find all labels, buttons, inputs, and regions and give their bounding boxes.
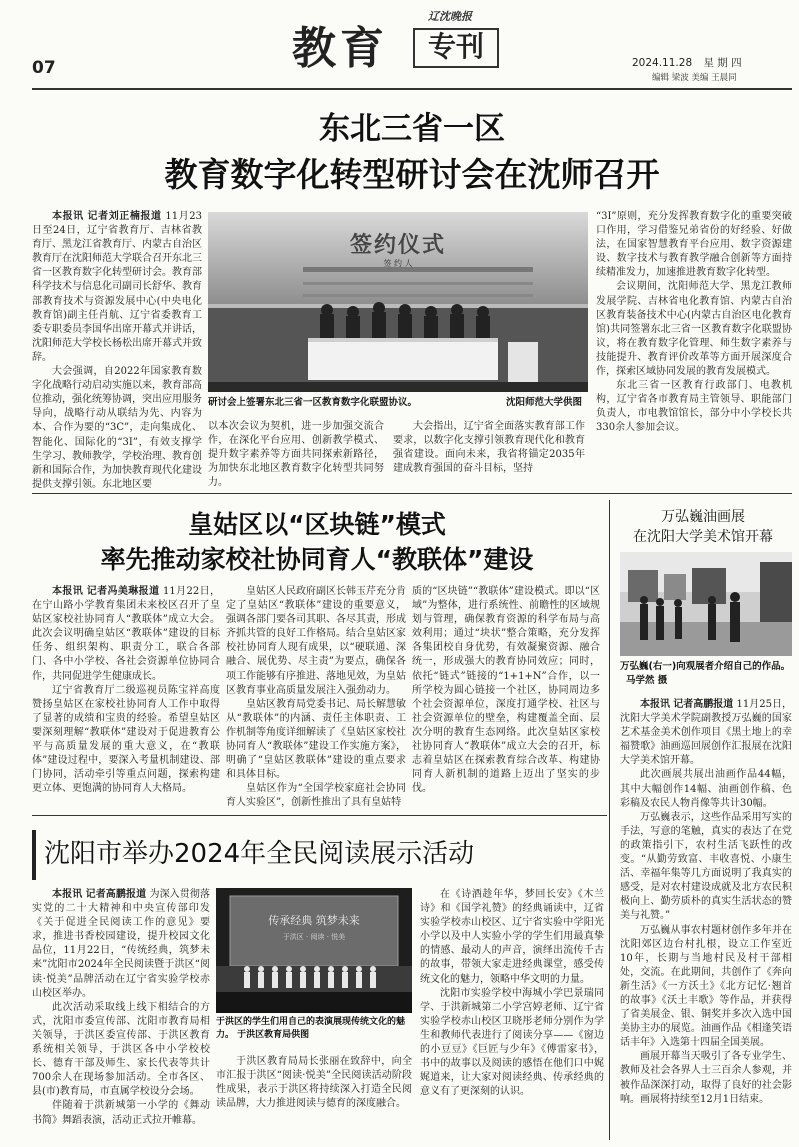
gallery-image [620,552,792,656]
story3-photo-credit: 于洪区教育局供图 [237,1030,310,1040]
story2-text-f: 质的“区块链”“教联体”建设模式。即以“区域”为整体，进行系统性、前瞻性的区域规划与管理，确保教育资源的科学布局与高效利用；通过“块状”整合策略，充分发挥各集团校自身优势，有效凝聚资源、融合统一，形成强大的教育协同效应；同时，依托“链式”链接的“1+1+N”合作，以一所学校为圆心链接一个社区，协同周边多个社会资源单位，深度打通学校、社区与社会资源单位的壁垒，构建覆盖全面、层次分明的教育生态网络。此次皇姑区家校社协同育人“教联体”成立大会的召开，标志着皇姑区在探索教育综合改革、构建协同育人新机制的道路上迈出了坚实的步伐。 [412,586,600,795]
story2-headline-2: 率先推动家校社协同育人“教联体”建设 [100,545,534,574]
story3-text-c: 伴随着于洪新城第一小学的《舞动书简》舞蹈表演，活动正式拉开帷幕。 [32,1100,210,1126]
story1-col-3 [393,420,585,480]
story1-reporter: 记者刘正楠报道 [87,211,162,222]
story3-text-d: 于洪区教育局局长张丽在致辞中，向全市汇报于洪区“阅读·悦美”全民阅读活动阶段性成果，表示于洪区将持续深入打造全民阅读品牌，大力推进阅读与德育的深度融合。 [216,1056,412,1110]
story1-dateline: 本报讯 [52,211,84,222]
story4-photo-credit: 马学然 摄 [626,675,668,686]
story4-text-a: 11月25日，沈阳大学美术学院副教授万弘巍的国家艺术基金美术创作项目《黑土地上的幸福赞歌》油画巡回展创作汇报展在沈阳大学美术馆开幕。 [620,699,793,767]
masthead [0,0,799,90]
story4-headline-2: 在沈阳大学美术馆开幕 [633,529,773,545]
story1-text-d: 大会指出，辽宁省全面落实教育部工作要求，以数字化支撑引领教育现代化和教育强省建设。面向未来，我省将锚定2035年建成教育强国的奋斗目标，坚持 [393,421,585,475]
story3-text-b: 此次活动采取线上线下相结合的方式，沈阳市委宣传部、沈阳市教育局相关领导，于洪区委宣传部、于洪区教育系统相关领导，于洪区各中小学校校长、德育干部及师生、家长代表等共计700余人在现场参加活动。全市各区、县(市)教育局，市直属学校设分会场。 [32,1001,210,1098]
masthead-logo: 辽沈晚报 [428,10,472,23]
story1-text-e: “3I”原则，充分发挥教育数字化的重要突破口作用，学习借鉴兄弟省份的好经验、好做法，在国家智慧教育平台应用、数字资源建设、数字技术与教育教学融合创新等方面持续精准发力，加速推进教育数字化转型。 [596,211,792,279]
story4-headline-1: 万弘巍油画展 [661,509,745,525]
masthead-title-main: 教育 [292,23,388,74]
story3-headline: 沈阳市举办2024年全民阅读展示活动 [44,839,475,869]
story3-col-3 [420,888,604,1143]
story1-text-g: 东北三省一区教育行政部门、电教机构，辽宁省各市教育局主管领导、职能部门负责人，市电教馆馆长，部分中小学校长共330余人参加会议。 [596,380,792,434]
story2-dateline: 本报讯 [52,586,84,597]
story2-text-d: 皇姑区教育局党委书记、局长解慧敏从“教联体”的内涵、责任主体职责、工作机制等角度详细解读了《皇姑区家校社协同育人“教联体”建设工作实施方案》，明确了“皇姑区教联体”建设的重点要求和具体目标。 [226,698,406,781]
story3-reporter: 记者高鹏报道 [85,889,147,900]
date-value: 2024.11.28 [632,57,693,69]
story3-col-1 [32,888,210,1143]
story1-photo-credit: 沈阳师范大学供图 [505,397,582,408]
story2-text-c: 皇姑区人民政府副区长韩玉芹充分肯定了皇姑区“教联体”建设的重要意义，强调各部门要各司其职、各尽其责，形成齐抓共管的良好工作格局。结合皇姑区家校社协同育人现有成果，以“硬联通、深融合、展优势、尽主责”为要点，确保各项工作能够有序推进、落地见效，为皇姑区教育事业高质量发展注入强劲动力。 [226,586,406,696]
story2-text-b: 辽宁省教育厅二级巡视员陈宝祥高度赞扬皇姑区在家校社协同育人工作中取得了显著的成绩和宝贵的经验。希望皇姑区要深刻理解“教联体”建设对于促进教育公平与高质量发展的重大意义，在“教联体”建设过程中，要深入考量机制建设、部门协同，活动牵引等重点问题，探索构建更立体、更饱满的协同育人大格局。 [32,684,220,795]
story4-col [620,698,792,1143]
story3-text-a: 为深入贯彻落实党的二十大精神和中央宣传部印发《关于促进全民阅读工作的意见》要求，推进书香校园建设，提升校园文化品位，11月22日，“传统经典，筑梦未来”沈阳市2024年全民阅读暨于洪区“阅读·悦美”品牌活动在辽宁省实验学校赤山校区举办。 [32,889,210,999]
story4-photo [620,552,792,656]
story1-text-b: 大会强调，自2022年国家教育数字化战略行动启动实施以来，教育部高位推动，强化统筹协调，突出应用服务导向，战略行动从联结为先、内容为本、合作为要的“3C”，走向集成化、智能化、国际化的“3I”，有效支撑学生学习、教师教学，学校治理、教育创新和国际合作，为加快教育现代化建设提供支撑引领。东北地区要 [32,366,202,490]
reading-performance-image [216,888,412,1013]
story1-photo [208,212,588,392]
photo-banner-text: 签约仪式 [349,233,446,258]
story2-headline-1: 皇姑区以“区块链”模式 [188,510,446,539]
story2-bottom-rule [32,815,607,816]
story3-photo [216,888,412,1013]
story4-text-e: 画展开幕当天吸引了各专业学生、教师及社会各界人士三百余人参观，并被作品深深打动，取得了良好的社会影响。画展将持续至12月1日结束。 [620,1051,792,1105]
story4-separator [609,500,610,1140]
story2-text-e: 皇姑区作为“全国学校家庭社会协同育人实验区”，创新性推出了具有皇姑特 [226,783,406,809]
story1-text-c: 以本次会议为契机，进一步加强交流合作，在深化平台应用、创新教学模式、提升数字素养等方面共同探索新路径，为加快东北地区教育数字化转型共同努力。 [208,421,384,489]
story1-col-4 [596,210,792,485]
story4-reporter: 记者高鹏报道 [673,699,734,710]
stage-subtitle-text: 于洪区 · 阅读 · 悦美 [282,933,346,941]
story4-text-c: 万弘巍表示，这些作品采用写实的手法，写意的笔触，真实的表达了在党的政策指引下，农村生活飞跃性的改变。“从勤劳致富、丰收喜悦、小康生活、幸福年集等几方面说明了我真实的感受，是对农村建设成就及北方农民积极向上、勤劳质朴的真实生活状态的赞美与礼赞。” [620,811,792,922]
story1-headline-2: 教育数字化转型研讨会在沈师召开 [164,155,660,194]
story3-caption-text: 于洪区的学生们用自己的表演展现传统文化的魅力。 [216,1017,406,1040]
story2-col-3 [412,585,600,800]
story1-bottom-rule [32,493,607,494]
story2-text-a: 11月22日，在宁山路小学教育集团未来校区召开了皇姑区家校社协同育人“教联体”成立大会。此次会议明确皇姑区“教联体”建设的目标任务、组织架构、职责分工，联合各部门、各中小学校、各社会资源单位协同合作，共同促进学生健康成长。 [32,586,221,682]
story2-col-2 [226,585,406,809]
story3-col-2 [216,1055,412,1143]
masthead-title-tag: 专刊 [413,28,499,68]
story3-text-f: 沈阳市实验学校中海城小学巴景瑞同学、于洪新城第二小学宫婷老师、辽宁省实验学校赤山校区卫晓彤老师分别作为学生和教师代表进行了阅读分享——《窗边的小豆豆》《巨匠与少年》《傅雷家书》，书中的故事以及阅读的感悟在他们口中娓娓道来，让大家对阅读经典、传承经典的意义有了更深刻的认识。 [420,987,604,1098]
story1-caption-text: 研讨会上签署东北三省一区教育数字化联盟协议。 [208,397,418,408]
story3-photo-caption [216,1016,412,1042]
stage-banner-text: 传承经典 筑梦未来 [268,914,360,927]
story1-col-2 [208,420,384,489]
story1-col-1 [32,210,203,490]
weekday-value: 星 期 四 [703,57,742,69]
story1-headline-1: 东北三省一区 [319,111,505,147]
story2-reporter: 记者冯美琳报道 [86,586,160,597]
photo-subtitle-text: 签 约 人 [383,259,413,268]
story2-col-1 [32,585,220,800]
story4-dateline: 本报讯 [640,699,671,710]
story1-text-a: 11月23日至24日，辽宁省教育厅、吉林省教育厅、黑龙江省教育厅、内蒙古自治区教育厅在沈阳师范大学联合召开东北三省一区教育数字化转型研讨会。教育部科学技术与信息化司副司长舒华、教育部教育技术与资源发展中心(中央电化教育馆)副主任肖航、辽宁省委教育工委专职委员李国华出席开幕式并讲话，沈阳师范大学校长杨松出席开幕式并致辞。 [32,211,203,363]
editor-credits: 编辑 梁波 美编 王晨同 [652,73,737,83]
story4-caption-text: 万弘巍(右一)向观展者介绍自己的作品。 [620,661,791,672]
story4-text-b: 此次画展共展出油画作品44幅，其中大幅创作14幅、油画创作稿、色彩稿及农民人物肖像等共计30幅。 [620,769,792,809]
story4-photo-caption [620,660,792,688]
page-number: 07 [32,58,56,78]
story1-text-f: 会议期间，沈阳师范大学、黑龙江教师发展学院、吉林省电化教育馆、内蒙古自治区教育装备技术中心(内蒙古自治区电化教育馆)共同签署东北三省一区教育数字化联盟协议，将在教育数字化管理、师生数字素养与技能提升、教育评价改革等方面开展深度合作，探索区域协同发展的教育发展模式。 [596,281,792,378]
masthead-rule [32,88,792,90]
story4-text-d: 万弘巍从事农村题材创作多年并在沈阳郊区边台村扎根，设立工作室近10年，长期与当地村民及村干部相处，交流。在此期间，共创作了《奔向新生活》《一方沃土》《北方记忆·翘首的故事》《沃土丰歌》等作品，并获得了省美展金、银、铜奖并多次入选中国美协主办的展览。油画作品《相逢笑语话丰年》入选第十四届全国美展。 [620,924,792,1049]
story1-photo-caption [208,396,588,410]
story1-right-rule [607,493,792,494]
issue-date [632,55,742,70]
story3-dateline: 本报讯 [52,889,83,900]
story3-text-e: 在《诗酒趁年华，梦回长安》《木兰诗》和《国学礼赞》的经典诵读中，辽省实验学校赤山校区、辽宁省实验中学阳光小学以及中人实验小学的学生们用最真挚的情感、最动人的声音，演绎出流传千古的故事，带领大家走进经典课堂，感受传统文化的魅力，领略中华文明的力量。 [420,889,604,985]
